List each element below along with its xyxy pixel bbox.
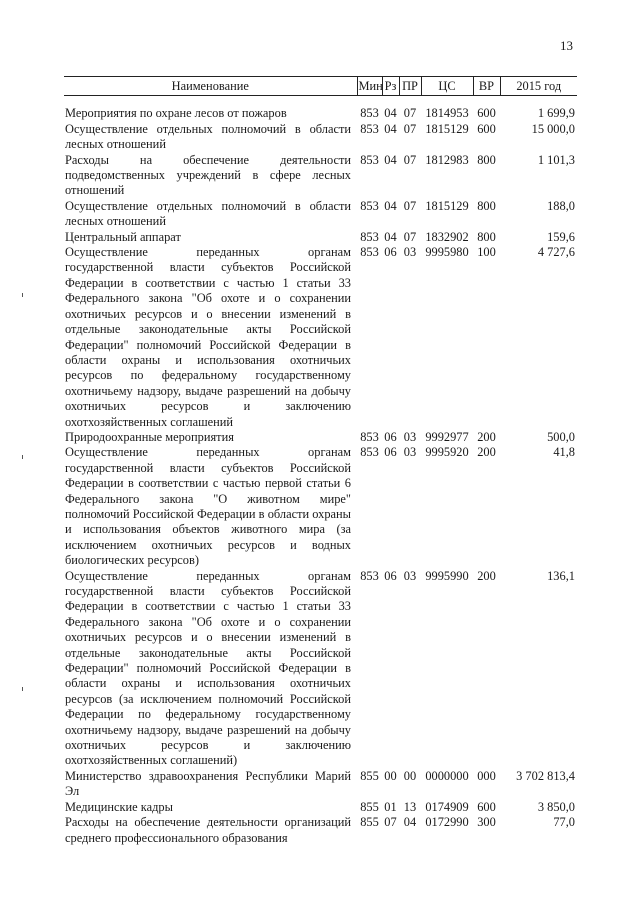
row-min: 853 [360, 429, 379, 444]
row-cs: 9992977 [425, 429, 469, 444]
row-rz: 00 [384, 768, 397, 783]
row-amount: 136,1 [547, 568, 575, 583]
header-cs: ЦС [421, 77, 473, 96]
row-vr: 200 [477, 568, 496, 583]
row-min: 853 [360, 198, 379, 213]
row-name: Осуществление переданных органам государственной власти субъектов Российской Федерации в соответствии с частью 1 статьи 33 Федерального закона "Об охоте и о сохранении охотничьих ресурсов и о внесении изменений в отдельные законодательные акты Российской Федерации" полномочий Российской Федерации в области охраны и использования охотничьих ресурсов по федеральному государственному охотничьему надзору, выдаче разрешений на добычу охотничьих ресурсов и заключению охотхозяйственных соглашений [65, 245, 351, 429]
table-row [64, 800, 577, 815]
row-amount: 1 101,3 [537, 152, 575, 167]
row-vr: 200 [477, 429, 496, 444]
row-min: 855 [360, 768, 379, 783]
header-pr: ПР [399, 77, 421, 96]
table-row [64, 106, 577, 121]
row-name: Осуществление отдельных полномочий в области лесных отношений [65, 121, 351, 152]
header-vr: ВР [473, 77, 500, 96]
row-min: 853 [360, 245, 379, 260]
row-min: 855 [360, 799, 379, 814]
row-name: Осуществление отдельных полномочий в области лесных отношений [65, 198, 351, 229]
scan-edge-mark [22, 455, 23, 459]
row-rz: 07 [384, 815, 397, 830]
row-pr: 00 [403, 768, 417, 783]
row-cs: 9995920 [425, 445, 469, 460]
row-cs: 0174909 [425, 799, 469, 814]
row-amount: 4 727,6 [537, 245, 575, 260]
page-number: 13 [560, 38, 573, 53]
row-amount: 77,0 [553, 815, 575, 830]
row-vr: 200 [477, 445, 496, 460]
row-min: 853 [360, 121, 379, 136]
table-row [64, 815, 577, 846]
row-vr: 300 [477, 815, 496, 830]
row-cs: 1814953 [425, 106, 469, 121]
row-rz: 04 [384, 229, 397, 244]
row-pr: 03 [403, 245, 417, 260]
header-min: Мин [357, 77, 382, 96]
row-name: Медицинские кадры [65, 799, 173, 814]
scan-edge-mark [22, 293, 23, 297]
row-amount: 15 000,0 [531, 121, 575, 136]
row-name: Расходы на обеспечение деятельности подведомственных учреждений в сфере лесных отношений [65, 152, 351, 198]
header-name: Наименование [64, 77, 357, 96]
table-row [64, 122, 577, 153]
row-cs: 1815129 [425, 198, 469, 213]
row-vr: 000 [477, 768, 496, 783]
row-vr: 100 [477, 245, 496, 260]
table-row [64, 769, 577, 800]
row-cs: 1812983 [425, 152, 469, 167]
row-pr: 07 [403, 229, 417, 244]
row-name: Осуществление переданных органам государственной власти субъектов Российской Федерации в соответствии с частью 1 статьи 33 Федерального закона "Об охоте и о сохранении охотничьих ресурсов и о внесении изменений в отдельные законодательные акты Российской Федерации" полномочий Российской Федерации в области охраны и использования охотничьих ресурсов (за исключением полномочий Российской Федерации по федеральному государственному охотничьему надзору, выдаче разрешений на добычу охотничьих ресурсов и заключению охотхозяйственных соглашений) [65, 568, 351, 768]
row-pr: 03 [403, 568, 417, 583]
table-row [64, 245, 577, 430]
row-name: Министерство здравоохранения Республики Марий Эл [65, 768, 351, 799]
row-pr: 07 [403, 106, 417, 121]
header-spacer [64, 96, 577, 107]
table-row [64, 430, 577, 445]
table-row [64, 230, 577, 245]
row-rz: 06 [384, 568, 397, 583]
row-rz: 06 [384, 445, 397, 460]
row-amount: 41,8 [553, 445, 575, 460]
table-row [64, 199, 577, 230]
row-pr: 04 [403, 815, 417, 830]
row-min: 853 [360, 229, 379, 244]
row-rz: 04 [384, 152, 397, 167]
row-vr: 600 [477, 121, 496, 136]
row-min: 853 [360, 152, 379, 167]
row-amount: 3 702 813,4 [516, 768, 575, 783]
row-cs: 9995990 [425, 568, 469, 583]
table-header [64, 77, 577, 96]
row-vr: 600 [477, 106, 496, 121]
row-vr: 800 [477, 198, 496, 213]
row-name: Природоохранные мероприятия [65, 429, 234, 444]
row-vr: 800 [477, 229, 496, 244]
row-name: Расходы на обеспечение деятельности организаций среднего профессионального образования [65, 815, 351, 845]
row-pr: 03 [403, 429, 417, 444]
row-pr: 07 [403, 121, 417, 136]
row-min: 853 [360, 106, 379, 121]
row-pr: 07 [403, 198, 417, 213]
row-rz: 04 [384, 106, 397, 121]
row-name: Осуществление переданных органам государственной власти субъектов Российской Федерации в соответствии с частью первой статьи 6 Федерального закона "О животном мире" полномочий Российской Федерации в области охраны и использования объектов животного мира (за исключением охотничьих ресурсов и водных биологических ресурсов) [65, 445, 351, 568]
row-rz: 01 [384, 799, 397, 814]
row-amount: 159,6 [547, 229, 575, 244]
row-cs: 0000000 [425, 768, 469, 783]
row-name: Центральный аппарат [65, 229, 181, 244]
scan-edge-mark [22, 687, 23, 691]
row-vr: 800 [477, 152, 496, 167]
row-pr: 13 [403, 799, 417, 814]
row-rz: 06 [384, 245, 397, 260]
row-rz: 04 [384, 198, 397, 213]
row-amount: 3 850,0 [537, 799, 575, 814]
header-year: 2015 год [500, 77, 577, 96]
row-cs: 9995980 [425, 245, 469, 260]
row-rz: 06 [384, 429, 397, 444]
row-pr: 07 [403, 152, 417, 167]
table-row [64, 445, 577, 568]
row-vr: 600 [477, 799, 496, 814]
row-amount: 188,0 [547, 198, 575, 213]
row-amount: 500,0 [547, 429, 575, 444]
table-row [64, 153, 577, 199]
budget-table [64, 76, 577, 846]
row-cs: 1815129 [425, 121, 469, 136]
row-pr: 03 [403, 445, 417, 460]
row-cs: 1832902 [425, 229, 469, 244]
row-min: 853 [360, 445, 379, 460]
row-rz: 04 [384, 121, 397, 136]
row-min: 855 [360, 815, 379, 830]
row-min: 853 [360, 568, 379, 583]
row-cs: 0172990 [425, 815, 469, 830]
row-name: Мероприятия по охране лесов от пожаров [65, 106, 287, 121]
header-rz: Рз [382, 77, 399, 96]
table-row [64, 569, 577, 769]
row-amount: 1 699,9 [537, 106, 575, 121]
